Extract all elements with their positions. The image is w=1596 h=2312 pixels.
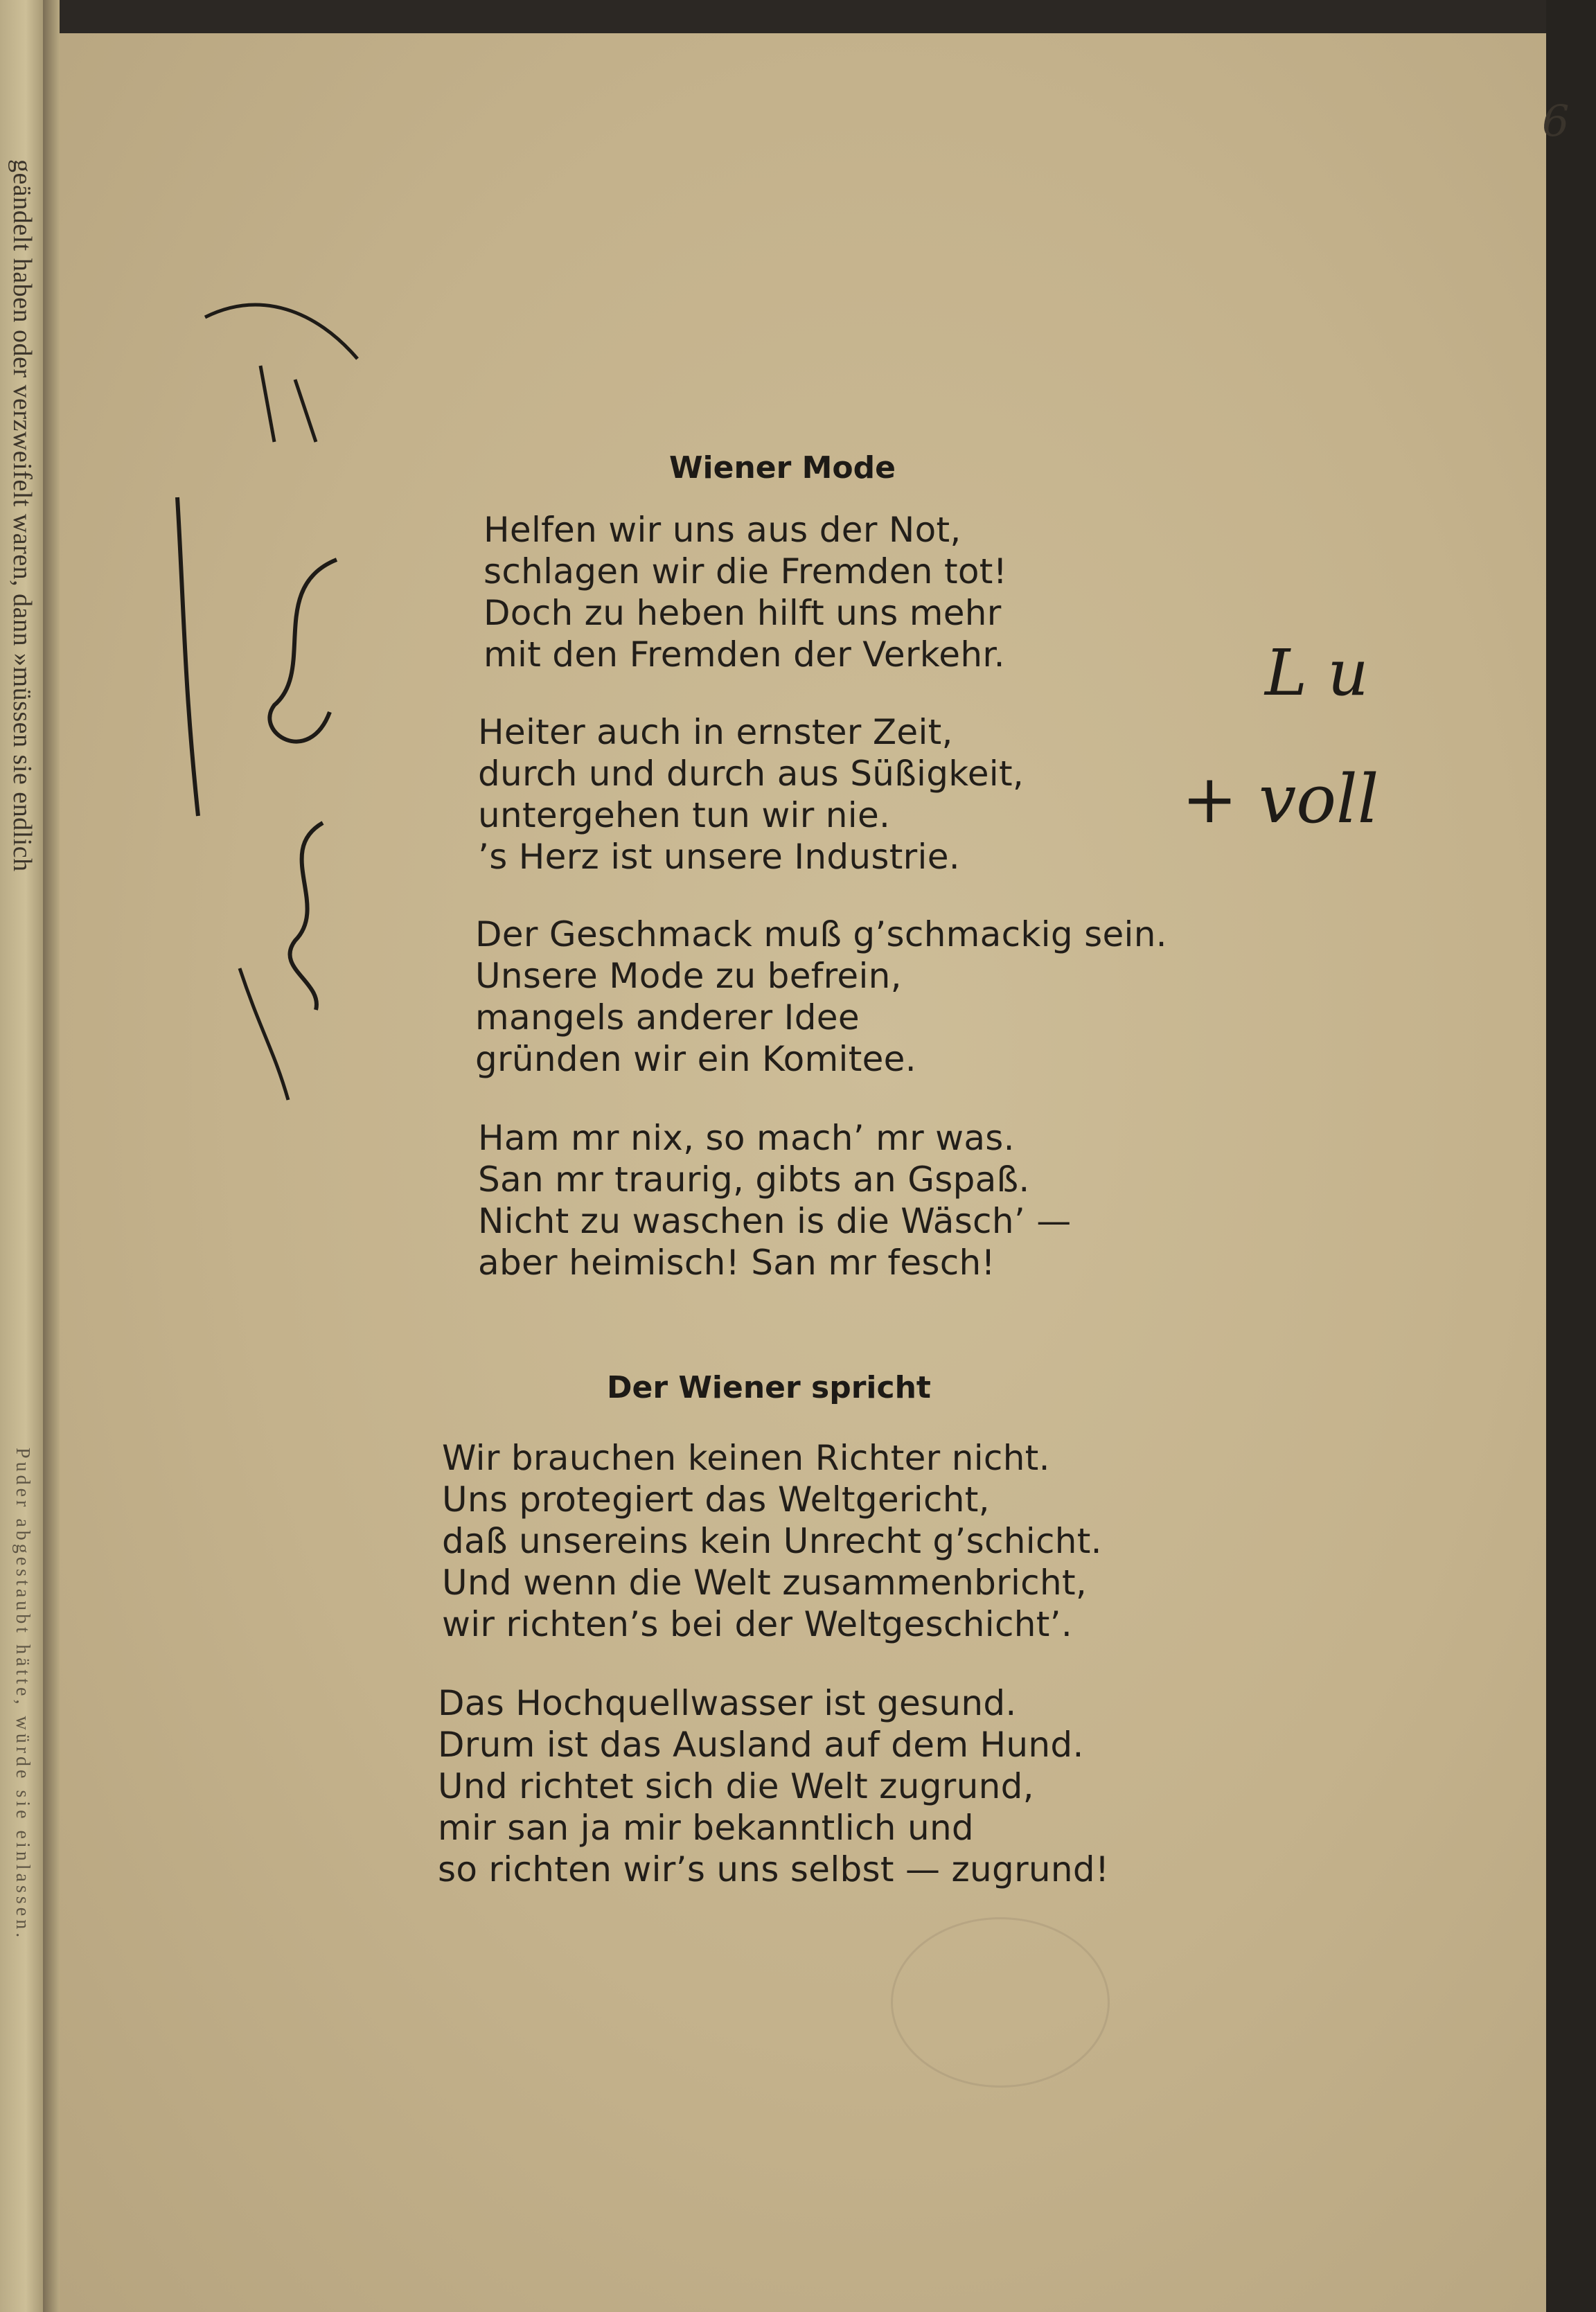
scan-border-right	[1546, 0, 1596, 2312]
poem-line: mit den Fremden der Verkehr.	[484, 634, 1005, 675]
poem-line: Das Hochquellwasser ist gesund.	[438, 1683, 1017, 1723]
poem-line: wir richten’s bei der Weltgeschicht’.	[442, 1604, 1073, 1644]
poem-line: Doch zu heben hilft uns mehr	[484, 593, 1002, 633]
poem-line: mangels anderer Idee	[475, 997, 860, 1038]
handwritten-margin-scribble	[157, 283, 364, 1114]
poem-title: Der Wiener spricht	[607, 1370, 931, 1405]
poem-line: San mr traurig, gibts an Gspaß.	[478, 1159, 1030, 1200]
poem-line: Uns protegiert das Weltgericht,	[442, 1479, 990, 1520]
poem-line: Nicht zu waschen is die Wäsch’ —	[478, 1201, 1072, 1241]
poem-line: schlagen wir die Fremden tot!	[484, 551, 1008, 592]
poem-title: Wiener Mode	[669, 450, 896, 486]
poem-line: Der Geschmack muß g’schmackig sein.	[475, 914, 1167, 954]
handwritten-note-voll: + voll	[1182, 761, 1379, 838]
document-page	[60, 33, 1570, 2312]
poem-line: Wir brauchen keinen Richter nicht.	[442, 1438, 1050, 1478]
poem-line: Und richtet sich die Welt zugrund,	[438, 1766, 1034, 1806]
poem-line: untergehen tun wir nie.	[478, 795, 891, 835]
poem-line: ’s Herz ist unsere Industrie.	[478, 837, 960, 877]
poem-line: Und wenn die Welt zusammenbricht,	[442, 1563, 1088, 1603]
poem-line: Ham mr nix, so mach’ mr was.	[478, 1118, 1015, 1158]
faint-library-stamp	[891, 1917, 1110, 2088]
poem-line: durch und durch aus Süßigkeit,	[478, 754, 1025, 794]
adjacent-page-strip	[0, 0, 43, 2312]
adjacent-page-text-upper: geändelt haben oder verzweifelt waren, dann »müssen sie endlich	[8, 159, 37, 872]
poem-line: Drum ist das Ausland auf dem Hund.	[438, 1725, 1084, 1765]
adjacent-page-text-lower: Puder abgestaubt hätte, würde sie einlassen.	[12, 1448, 33, 1941]
page-number: 6	[1542, 96, 1570, 146]
poem-line: gründen wir ein Komitee.	[475, 1039, 916, 1079]
handwritten-note-correction: L u	[1265, 636, 1369, 710]
poem-line: Helfen wir uns aus der Not,	[484, 510, 961, 550]
poem-line: so richten wir’s uns selbst — zugrund!	[438, 1849, 1110, 1889]
scan-border-top	[0, 0, 1596, 33]
book-gutter	[43, 0, 60, 2312]
poem-line: mir san ja mir bekanntlich und	[438, 1808, 974, 1848]
poem-line: daß unsereins kein Unrecht g’schicht.	[442, 1521, 1102, 1561]
poem-line: Heiter auch in ernster Zeit,	[478, 712, 953, 752]
poem-line: aber heimisch! San mr fesch!	[478, 1243, 995, 1283]
poem-line: Unsere Mode zu befrein,	[475, 956, 902, 996]
